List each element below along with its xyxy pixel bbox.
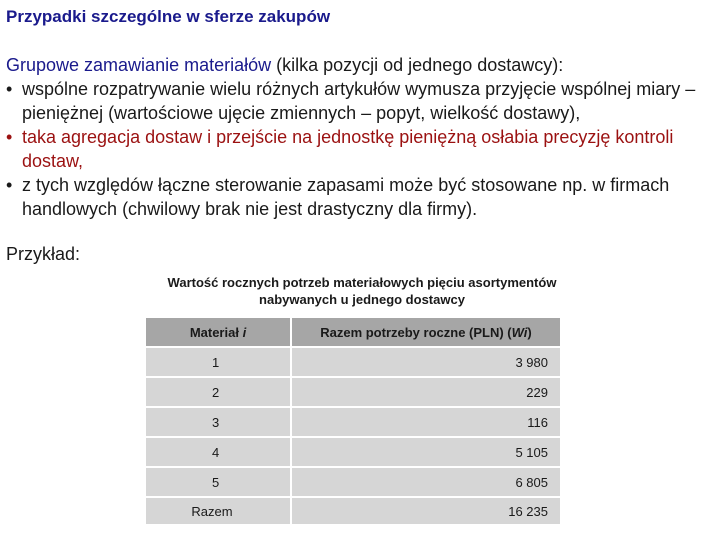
table-row (146, 467, 560, 497)
cell-value: 3 980 (291, 347, 560, 377)
bullet-list (6, 77, 718, 221)
table-caption: Wartość rocznych potrzeb materiałowych pięciu asortymentów nabywanych u jednego dostawcy (167, 275, 557, 307)
materials-table (146, 318, 560, 526)
cell-total-label: Razem (146, 497, 291, 525)
header-total-needs: Razem potrzeby roczne (PLN) (Wi) (291, 318, 560, 347)
table-row (146, 347, 560, 377)
example-label: Przykład: (6, 244, 81, 264)
bullet-item-3: • z tych względów łączne sterowanie zapasami może być stosowane np. w firmach handlowych (chwilowy brak nie jest drastyczny dla firmy). (6, 173, 718, 221)
table-row (146, 407, 560, 437)
table-total-row (146, 497, 560, 525)
intro-rest: (kilka pozycji od jednego dostawcy): (271, 55, 564, 75)
cell-material: 1 (146, 347, 291, 377)
cell-value: 6 805 (291, 467, 560, 497)
cell-total-value: 16 235 (291, 497, 560, 525)
bullet-item-1: • wspólne rozpatrywanie wielu różnych artykułów wymusza przyjęcie wspólnej miary – pieniężnej (wartościowe ujęcie zmiennych – popyt, wielkość dostawy), (6, 77, 718, 125)
header-material: Materiał i (146, 318, 291, 347)
cell-value: 116 (291, 407, 560, 437)
cell-material: 5 (146, 467, 291, 497)
bullet-item-2: • taka agregacja dostaw i przejście na jednostkę pieniężną osłabia precyzję kontroli dostaw, (6, 125, 718, 173)
cell-value: 5 105 (291, 437, 560, 467)
intro-line (6, 53, 716, 77)
table-header-row (146, 318, 560, 347)
cell-material: 2 (146, 377, 291, 407)
table-row (146, 437, 560, 467)
intro-lead: Grupowe zamawianie materiałów (6, 55, 272, 75)
cell-value: 229 (291, 377, 560, 407)
cell-material: 3 (146, 407, 291, 437)
page-title: Przypadki szczególne w sferze zakupów (6, 7, 331, 26)
table-row (146, 377, 560, 407)
cell-material: 4 (146, 437, 291, 467)
